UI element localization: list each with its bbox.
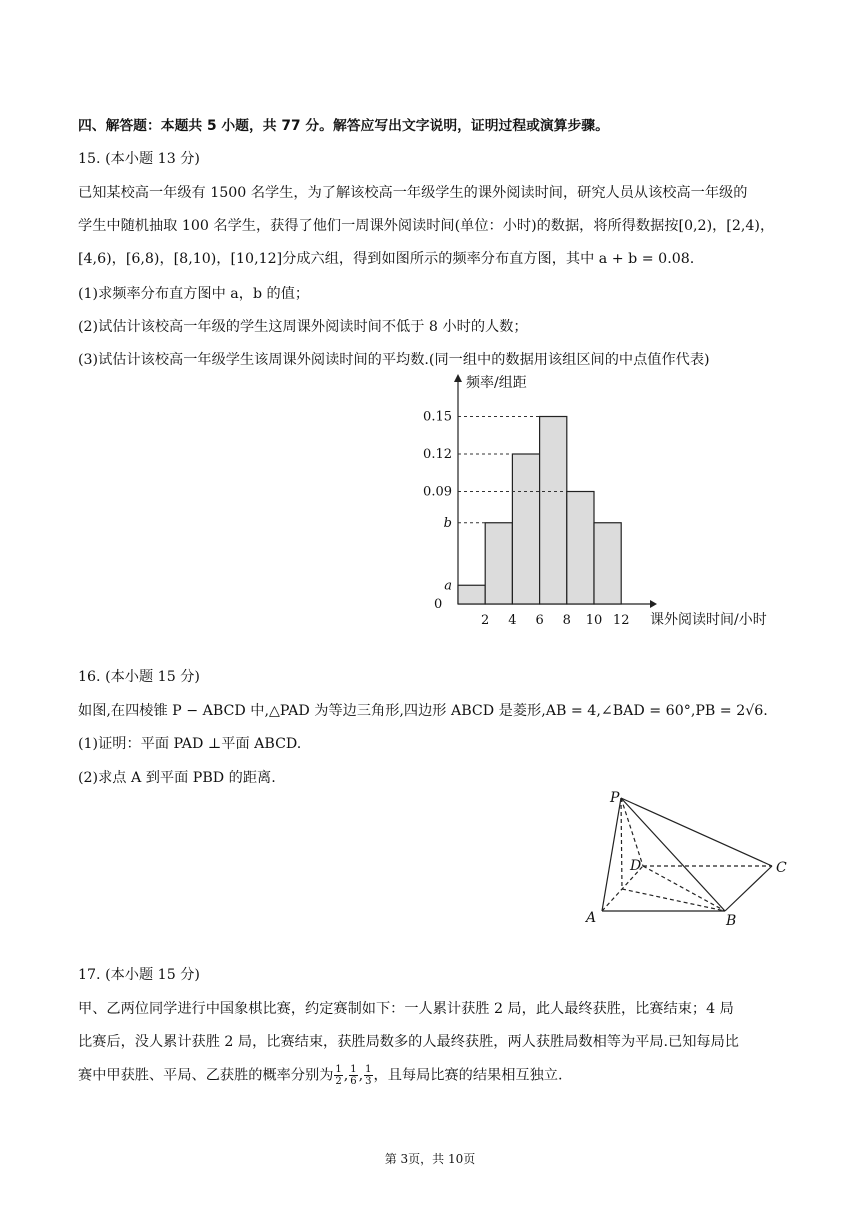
frequency-histogram: [410, 366, 800, 636]
edge-P-base: [621, 798, 622, 889]
y-tick-label: a: [444, 578, 452, 594]
vertex-label-B: B: [726, 913, 737, 929]
vertex-label-D: D: [630, 858, 642, 874]
origin-label: 0: [434, 597, 443, 612]
probability-fraction-draw: $\frac{1}{6}$: [350, 1064, 357, 1087]
probability-fraction-loss: $\frac{1}{3}$: [365, 1064, 372, 1087]
q16-subquestion-1: (1)证明：平面 PAD ⊥平面 ABCD.: [78, 736, 302, 752]
edge-DB: [643, 866, 725, 911]
x-axis-arrow: [650, 600, 657, 608]
y-axis-title: 频率/组距: [466, 375, 527, 391]
section-header: 四、解答题：本题共 5 小题，共 77 分。解答应写出文字说明，证明过程或演算步骤。: [78, 118, 609, 134]
x-tick-label: 6: [535, 613, 544, 628]
q16-subquestion-2: (2)求点 A 到平面 PBD 的距离.: [78, 770, 276, 786]
q17-text-line2: 比赛后，没人累计获胜 2 局，比赛结束，获胜局数多的人最终获胜，两人获胜局数相等为平局.已知每局比: [78, 1034, 739, 1050]
q15-subquestion-2: (2)试估计该校高一年级的学生这周课外阅读时间不低于 8 小时的人数；: [78, 319, 528, 335]
q17-line3-suffix: ，且每局比赛的结果相互独立.: [373, 1067, 563, 1084]
histogram-bar: [512, 454, 539, 604]
edge-PC: [621, 798, 772, 866]
q15-subquestion-3: (3)试估计该校高一年级学生该周课外阅读时间的平均数.(同一组中的数据用该组区间的中点值作代表): [78, 352, 710, 368]
q16-title: 16. (本小题 15 分): [78, 669, 200, 685]
x-axis-title: 课外阅读时间/小时: [650, 612, 767, 628]
q17-text-line3: 赛中甲获胜、平局、乙获胜的概率分别为 $\frac{1}{2}$ , $\frac{1}{6}$ , $\frac{1}{3}$ ，且每局比赛的结果相互独立.: [78, 1064, 563, 1087]
q17-title: 17. (本小题 15 分): [78, 967, 200, 983]
q15-title: 15. (本小题 13 分): [78, 151, 200, 167]
histogram-bar: [567, 492, 594, 605]
q15-text-line3: [4,6)，[6,8)，[8,10)，[10,12]分成六组，得到如图所示的频率分布直方图，其中 a + b = 0.08.: [78, 251, 695, 267]
q15-text-line1: 已知某校高一年级有 1500 名学生，为了解该校高一年级学生的课外阅读时间，研究人员从该校高一年级的: [78, 185, 748, 201]
edge-BC: [725, 866, 772, 911]
x-tick-label: 4: [508, 613, 517, 628]
edge-mid-B: [622, 889, 725, 911]
histogram-bar: [485, 523, 512, 604]
x-tick-label: 2: [481, 613, 490, 628]
pyramid-figure: [580, 786, 800, 931]
y-axis-arrow: [454, 374, 462, 382]
q15-text-line2: 学生中随机抽取 100 名学生，获得了他们一周课外阅读时间(单位：小时)的数据，将所得数据按[0,2)，[2,4)，: [78, 218, 775, 234]
vertex-label-A: A: [586, 910, 597, 926]
x-tick-label: 12: [612, 613, 630, 628]
x-tick-label: 8: [562, 613, 571, 628]
histogram-bar: [540, 417, 567, 605]
x-tick-label: 10: [585, 613, 603, 628]
y-tick-label: b: [443, 515, 452, 531]
q16-text-line1: 如图,在四棱锥 P − ABCD 中,△PAD 为等边三角形,四边形 ABCD 是菱形,AB = 4,∠BAD = 60°,PB = 2√6.: [78, 703, 768, 719]
q17-line3-prefix: 赛中甲获胜、平局、乙获胜的概率分别为: [78, 1067, 334, 1084]
y-tick-label: 0.15: [423, 409, 452, 425]
q15-subquestion-1: (1)求频率分布直方图中 a，b 的值；: [78, 286, 310, 302]
q17-text-line1: 甲、乙两位同学进行中国象棋比赛，约定赛制如下：一人累计获胜 2 局，此人最终获胜，比赛结束；4 局: [78, 1001, 734, 1017]
histogram-bar: [458, 585, 485, 604]
edge-PD: [621, 798, 643, 866]
y-tick-label: 0.09: [423, 484, 452, 500]
vertex-label-C: C: [776, 860, 787, 876]
vertex-label-P: P: [610, 790, 620, 806]
edge-PB: [621, 798, 725, 911]
page-footer: 第 3页，共 10页: [384, 1152, 476, 1166]
y-tick-label: 0.12: [423, 447, 452, 462]
probability-fraction-win: $\frac{1}{2}$: [335, 1064, 342, 1087]
histogram-bar: [594, 523, 621, 604]
